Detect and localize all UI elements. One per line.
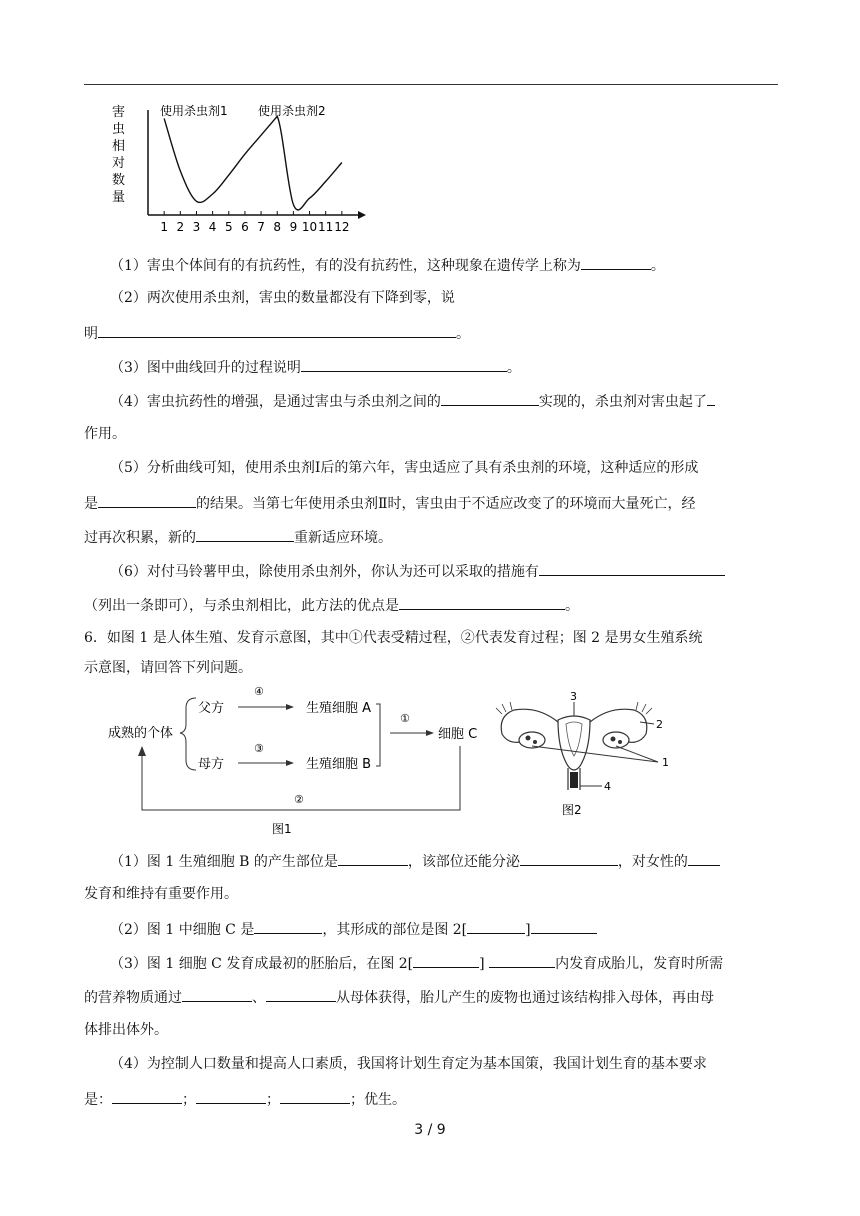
answer-blank[interactable]: [112, 1088, 182, 1104]
fig2-label-1: 1: [662, 756, 669, 769]
fig1-development-arrow-head: [138, 746, 146, 756]
fig1-arrow-mother-head: [286, 760, 294, 766]
text: ]: [479, 956, 490, 972]
fig1-step2-label: ②: [294, 793, 304, 806]
fig1-step4-label: ④: [254, 685, 264, 698]
text: （5）分析曲线可知，使用杀虫剂Ⅰ后的第六年，害虫适应了具有杀虫剂的环境，这种适应的形成: [110, 460, 699, 476]
x-tick-label: 7: [257, 220, 265, 234]
annotation-insecticide-2: 使用杀虫剂2: [258, 104, 326, 118]
answer-blank[interactable]: [581, 254, 651, 270]
q6-part1-line2: [84, 884, 778, 904]
answer-blank[interactable]: [338, 850, 408, 866]
text: （6）对付马铃薯甲虫，除使用杀虫剂外，你认为还可以采取的措施有: [110, 564, 539, 580]
text: 从母体获得，胎儿产生的废物也通过该结构排入母体，再由母: [336, 990, 714, 1006]
q5-part3: [84, 356, 804, 378]
text: ，对女性的: [617, 854, 688, 870]
answer-blank[interactable]: [707, 390, 715, 406]
answer-blank[interactable]: [688, 850, 720, 866]
text: 重新适应环境。: [294, 530, 392, 546]
fig1-arrow-father-head: [286, 704, 294, 710]
fig2-follicle: [618, 740, 622, 744]
x-tick-label: 1: [160, 220, 168, 234]
text: 的结果。当第七年使用杀虫剂Ⅱ时，害虫由于不适应改变了的环境而大量死亡，经: [196, 496, 696, 512]
fig1-arrow-fertilization-head: [426, 730, 434, 736]
answer-blank[interactable]: [98, 492, 196, 508]
fig1-cell-a-label: 生殖细胞 A: [306, 701, 372, 716]
q6-part4-line2: [84, 1088, 778, 1110]
fig2-uterus: [558, 716, 590, 770]
q6-part4-line1: [84, 1054, 804, 1074]
text: 是：: [84, 1092, 112, 1108]
q6-part3-line3: [84, 1020, 778, 1040]
q5-part1: [84, 254, 804, 276]
fig1-step3-label: ③: [254, 742, 264, 755]
fig1-merge-bracket: [376, 704, 380, 766]
answer-blank[interactable]: [280, 1088, 350, 1104]
fig1-adult-label: 成熟的个体: [108, 726, 174, 741]
text: 明: [84, 326, 98, 342]
q5-part5-line2: [84, 492, 778, 514]
y-axis-label-char: 害: [112, 105, 126, 120]
q6-part2: [84, 918, 804, 940]
q5-part5-line1: [84, 458, 804, 478]
fig1-cell-b-label: 生殖细胞 B: [306, 757, 372, 772]
text: 。: [456, 326, 470, 342]
fig1-step1-label: ①: [400, 712, 410, 725]
fig1-mother-label: 母方: [198, 757, 225, 772]
q5-part2-line2: [84, 322, 778, 344]
text: 发育和维持有重要作用。: [84, 886, 238, 902]
q5-part4-line1: [84, 390, 804, 412]
fig2-follicle: [526, 736, 531, 741]
text: （4）害虫抗药性的增强，是通过害虫与杀虫剂之间的: [110, 394, 441, 410]
text: 。: [565, 598, 579, 614]
y-axis-label: [112, 105, 125, 205]
q5-part5-line3: [84, 526, 778, 548]
q5-part2-line1: [84, 288, 804, 308]
text: ；: [266, 1092, 280, 1108]
y-axis-label-char: 对: [112, 156, 126, 171]
text: ，其形成的部位是图 2[: [322, 922, 468, 938]
pest-population-chart: [100, 96, 370, 236]
annotation-insecticide-1: 使用杀虫剂1: [160, 104, 228, 118]
y-axis-label-char: 量: [112, 190, 126, 205]
y-axis-label-char: 相: [112, 139, 126, 154]
answer-blank[interactable]: [539, 560, 725, 576]
text: （4）为控制人口数量和提高人口素质，我国将计划生育定为基本国策，我国计划生育的基本要求: [110, 1056, 707, 1072]
text: 的营养物质通过: [84, 990, 182, 1006]
x-tick-label: 9: [289, 220, 298, 234]
answer-blank[interactable]: [182, 986, 252, 1002]
x-tick-label: 6: [241, 220, 249, 234]
q6-intro-line2: [84, 658, 778, 678]
x-tick-label: 11: [318, 220, 334, 234]
pest-curve-line: [164, 116, 342, 210]
answer-blank[interactable]: [467, 918, 525, 934]
x-tick-label: 12: [334, 220, 350, 234]
answer-blank[interactable]: [399, 594, 565, 610]
q5-part4-line2: [84, 424, 778, 444]
text: 实现的，杀虫剂对害虫起了: [538, 394, 707, 410]
figure-2-female-reproductive-system: [490, 690, 680, 822]
fig2-label-2: 2: [656, 718, 663, 731]
text: 是: [84, 496, 98, 512]
fig2-vagina-lumen: [570, 772, 578, 788]
answer-blank[interactable]: [489, 952, 555, 968]
y-axis-label-char: 数: [112, 173, 126, 188]
figure-1-reproduction-diagram: [100, 682, 490, 842]
text: 体排出体外。: [84, 1022, 168, 1038]
text: （3）图中曲线回升的过程说明: [110, 360, 301, 376]
fig2-label-line-1a: [532, 746, 658, 762]
fig2-ovary-left: [519, 732, 545, 748]
answer-blank[interactable]: [531, 918, 597, 934]
fig1-brace: [180, 698, 196, 770]
answer-blank[interactable]: [196, 1088, 266, 1104]
text: （1）害虫个体间有的有抗药性，有的没有抗药性，这种现象在遗传学上称为: [110, 258, 581, 274]
fig2-oviduct-right: [590, 709, 647, 742]
answer-blank[interactable]: [98, 322, 456, 338]
q6-part3-line1: [84, 952, 804, 974]
fig2-label-4: 4: [604, 780, 611, 793]
text: 内发育成胎儿，发育时所需: [555, 956, 724, 972]
text: （2）两次使用杀虫剂，害虫的数量都没有下降到零，说: [110, 290, 455, 306]
fig1-caption: 图1: [272, 822, 292, 836]
text: 。: [650, 258, 665, 274]
answer-blank[interactable]: [196, 526, 294, 542]
text: （列出一条即可），与杀虫剂相比，此方法的优点是: [84, 598, 399, 614]
fig2-follicle: [533, 740, 537, 744]
text: （2）图 1 中细胞 C 是: [110, 922, 255, 938]
x-tick-label: 3: [192, 220, 201, 234]
text: ；优生。: [350, 1092, 406, 1108]
x-tick-label: 10: [301, 220, 318, 234]
text: 、: [252, 990, 266, 1006]
answer-blank[interactable]: [413, 952, 479, 968]
text: （1）图 1 生殖细胞 B 的产生部位是: [110, 854, 338, 870]
x-axis-arrow: [358, 211, 366, 219]
answer-blank[interactable]: [301, 356, 507, 372]
q6-part3-line2: [84, 986, 778, 1008]
x-tick-label: 4: [208, 220, 217, 234]
text: 作用。: [84, 426, 126, 442]
text: 。: [506, 360, 521, 376]
x-tick-label: 2: [176, 220, 185, 234]
fig2-follicle: [611, 737, 616, 742]
page-number: 3 / 9: [414, 1122, 446, 1138]
fig2-ovary-right: [603, 732, 629, 748]
text: 过再次积累，新的: [84, 530, 196, 546]
fig2-label-3: 3: [570, 690, 577, 703]
q6-intro-line1: [84, 628, 778, 648]
x-tick-label: 8: [273, 220, 282, 234]
answer-blank[interactable]: [441, 390, 539, 406]
q5-part6-line1: [84, 560, 804, 582]
q5-part6-line2: [84, 594, 778, 616]
x-tick-label: 5: [224, 220, 233, 234]
fig1-father-label: 父方: [198, 701, 225, 716]
answer-blank[interactable]: [520, 850, 618, 866]
fig2-caption: 图2: [562, 803, 582, 817]
text: ，该部位还能分泌: [407, 854, 520, 870]
answer-blank[interactable]: [254, 918, 322, 934]
header-rule: [84, 84, 778, 85]
text: 6．如图 1 是人体生殖、发育示意图，其中①代表受精过程，②代表发育过程；图 2 是男女生殖系统: [84, 630, 703, 646]
text: ]: [525, 922, 531, 938]
text: （3）图 1 细胞 C 发育成最初的胚胎后，在图 2[: [110, 956, 414, 972]
fig1-cell-c-label: 细胞 C: [438, 727, 478, 742]
answer-blank[interactable]: [266, 986, 336, 1002]
y-axis-label-char: 虫: [112, 122, 126, 137]
text: ；: [182, 1092, 196, 1108]
q6-part1-line1: [84, 850, 804, 872]
text: 示意图，请回答下列问题。: [84, 660, 252, 676]
